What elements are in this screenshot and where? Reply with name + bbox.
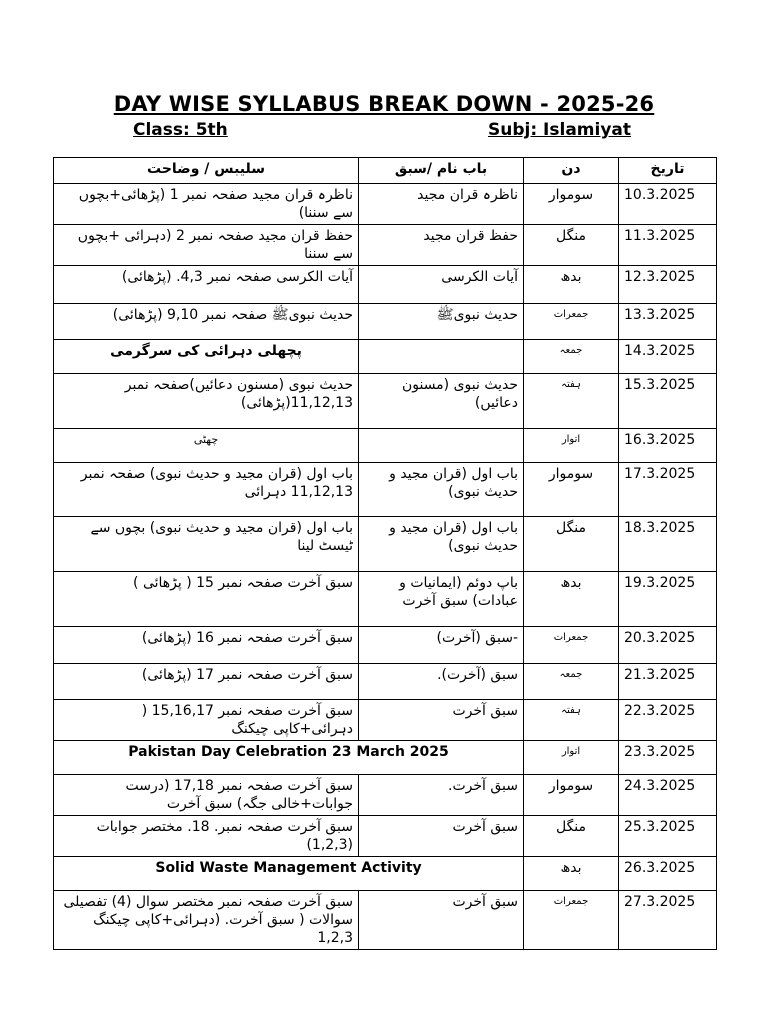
day-cell: جمعرات — [524, 627, 619, 664]
syllabus-cell: باب اول (قران مجید و حدیث نبوی) بچوں سے ٹیسٹ لینا — [54, 517, 359, 572]
chapter-cell — [359, 340, 524, 374]
event-cell: Solid Waste Management Activity — [54, 857, 524, 891]
date-cell: 16.3.2025 — [619, 429, 717, 463]
table-row — [54, 857, 717, 891]
table-row — [54, 463, 717, 517]
day-cell: منگل — [524, 816, 619, 857]
table-header-row — [54, 158, 717, 184]
date-cell: 11.3.2025 — [619, 225, 717, 266]
table-row — [54, 184, 717, 225]
chapter-cell: سبق آخرت — [359, 891, 524, 950]
table-row — [54, 225, 717, 266]
chapter-cell: سبق آخرت — [359, 700, 524, 741]
header-date: تاریخ — [619, 158, 717, 184]
syllabus-cell: ناظرہ قران مجید صفحہ نمبر 1 (پڑھائی+بچوں سے سننا) — [54, 184, 359, 225]
syllabus-cell: آیات الکرسی صفحہ نمبر 4,3. (پڑھائی) — [54, 266, 359, 304]
syllabus-cell: سبق آخرت صفحہ نمبر 17,18 (درست جوابات+خالی جگہ) سبق آخرت — [54, 775, 359, 816]
day-cell: سوموار — [524, 775, 619, 816]
day-cell: جمعہ — [524, 340, 619, 374]
table-body — [54, 184, 717, 950]
chapter-cell: -سبق (آخرت) — [359, 627, 524, 664]
day-cell: جمعرات — [524, 304, 619, 340]
chapter-cell: سبق آخرت — [359, 816, 524, 857]
syllabus-cell: سبق آخرت صفحہ نمبر مختصر سوال (4) تفصیلی سوالات ( سبق آخرت. (دہرائی+کاپی چیکنگ 1,2,3 — [54, 891, 359, 950]
table-row — [54, 572, 717, 627]
header-day: دن — [524, 158, 619, 184]
date-cell: 12.3.2025 — [619, 266, 717, 304]
syllabus-table — [53, 157, 717, 950]
syllabus-cell: حفظ قران مجید صفحہ نمبر 2 (دہرائی +بچوں سے سننا — [54, 225, 359, 266]
table-row — [54, 627, 717, 664]
date-cell: 20.3.2025 — [619, 627, 717, 664]
class-label: Class: 5th — [133, 120, 228, 140]
date-cell: 27.3.2025 — [619, 891, 717, 950]
table-row — [54, 816, 717, 857]
table-row — [54, 775, 717, 816]
date-cell: 21.3.2025 — [619, 664, 717, 700]
syllabus-cell: سبق آخرت صفحہ نمبر 15,16,17 ( دہرائی+کاپی چیکنگ — [54, 700, 359, 741]
date-cell: 19.3.2025 — [619, 572, 717, 627]
subject-label: Subj: Islamiyat — [488, 120, 632, 140]
day-cell: بدھ — [524, 857, 619, 891]
chapter-cell: ناظرہ قران مجید — [359, 184, 524, 225]
date-cell: 15.3.2025 — [619, 374, 717, 429]
table-row — [54, 891, 717, 950]
day-cell: بدھ — [524, 572, 619, 627]
day-cell: منگل — [524, 517, 619, 572]
date-cell: 22.3.2025 — [619, 700, 717, 741]
syllabus-cell: باب اول (قران مجید و حدیث نبوی) صفحہ نمبر 11,12,13 دہرائی — [54, 463, 359, 517]
syllabus-cell: پچھلی دہرائی کی سرگرمی — [54, 340, 359, 374]
chapter-cell — [359, 429, 524, 463]
day-cell: سوموار — [524, 184, 619, 225]
syllabus-cell: چھٹی — [54, 429, 359, 463]
date-cell: 24.3.2025 — [619, 775, 717, 816]
chapter-cell: حدیث نبوی (مسنون دعائیں) — [359, 374, 524, 429]
syllabus-cell: حدیث نبویﷺ صفحہ نمبر 9,10 (پڑھائی) — [54, 304, 359, 340]
date-cell: 14.3.2025 — [619, 340, 717, 374]
chapter-cell: سبق آخرت. — [359, 775, 524, 816]
day-cell: ہفتہ — [524, 374, 619, 429]
day-cell: ہفتہ — [524, 700, 619, 741]
date-cell: 10.3.2025 — [619, 184, 717, 225]
chapter-cell: باپ دوئم (ایمانیات و عبادات) سبق آخرت — [359, 572, 524, 627]
table-row — [54, 429, 717, 463]
day-cell: اتوار — [524, 741, 619, 775]
syllabus-cell: سبق آخرت صفحہ نمبر 17 (پڑھائی) — [54, 664, 359, 700]
chapter-cell: سبق (آخرت). — [359, 664, 524, 700]
chapter-cell: حفظ قران مجید — [359, 225, 524, 266]
day-cell: بدھ — [524, 266, 619, 304]
date-cell: 18.3.2025 — [619, 517, 717, 572]
chapter-cell: باب اول (قران مجید و حدیث نبوی) — [359, 463, 524, 517]
table-row — [54, 741, 717, 775]
header-syllabus: سلیبس / وضاحت — [54, 158, 359, 184]
document-title: DAY WISE SYLLABUS BREAK DOWN - 2025-26 — [113, 92, 655, 116]
table-row — [54, 664, 717, 700]
table-row — [54, 517, 717, 572]
day-cell: منگل — [524, 225, 619, 266]
day-cell: جمعرات — [524, 891, 619, 950]
chapter-cell: حدیث نبویﷺ — [359, 304, 524, 340]
day-cell: اتوار — [524, 429, 619, 463]
date-cell: 13.3.2025 — [619, 304, 717, 340]
table-row — [54, 340, 717, 374]
date-cell: 23.3.2025 — [619, 741, 717, 775]
chapter-cell: آیات الکرسی — [359, 266, 524, 304]
header-chapter: باب نام /سبق — [359, 158, 524, 184]
date-cell: 26.3.2025 — [619, 857, 717, 891]
day-cell: سوموار — [524, 463, 619, 517]
chapter-cell: باب اول (قران مجید و حدیث نبوی) — [359, 517, 524, 572]
day-cell: جمعہ — [524, 664, 619, 700]
date-cell: 17.3.2025 — [619, 463, 717, 517]
date-cell: 25.3.2025 — [619, 816, 717, 857]
table-row — [54, 266, 717, 304]
table-row — [54, 374, 717, 429]
table-row — [54, 304, 717, 340]
table-row — [54, 700, 717, 741]
syllabus-cell: سبق آخرت صفحہ نمبر 15 ( پڑھائی ) — [54, 572, 359, 627]
syllabus-cell: حدیث نبوی (مسنون دعائیں)صفحہ نمبر 11,12,13(پڑھائی) — [54, 374, 359, 429]
event-cell: Pakistan Day Celebration 23 March 2025 — [54, 741, 524, 775]
syllabus-cell: سبق آخرت صفحہ نمبر 16 (پڑھائی) — [54, 627, 359, 664]
syllabus-cell: سبق آخرت صفحہ نمبر. 18. مختصر جوابات (1,2,3) — [54, 816, 359, 857]
